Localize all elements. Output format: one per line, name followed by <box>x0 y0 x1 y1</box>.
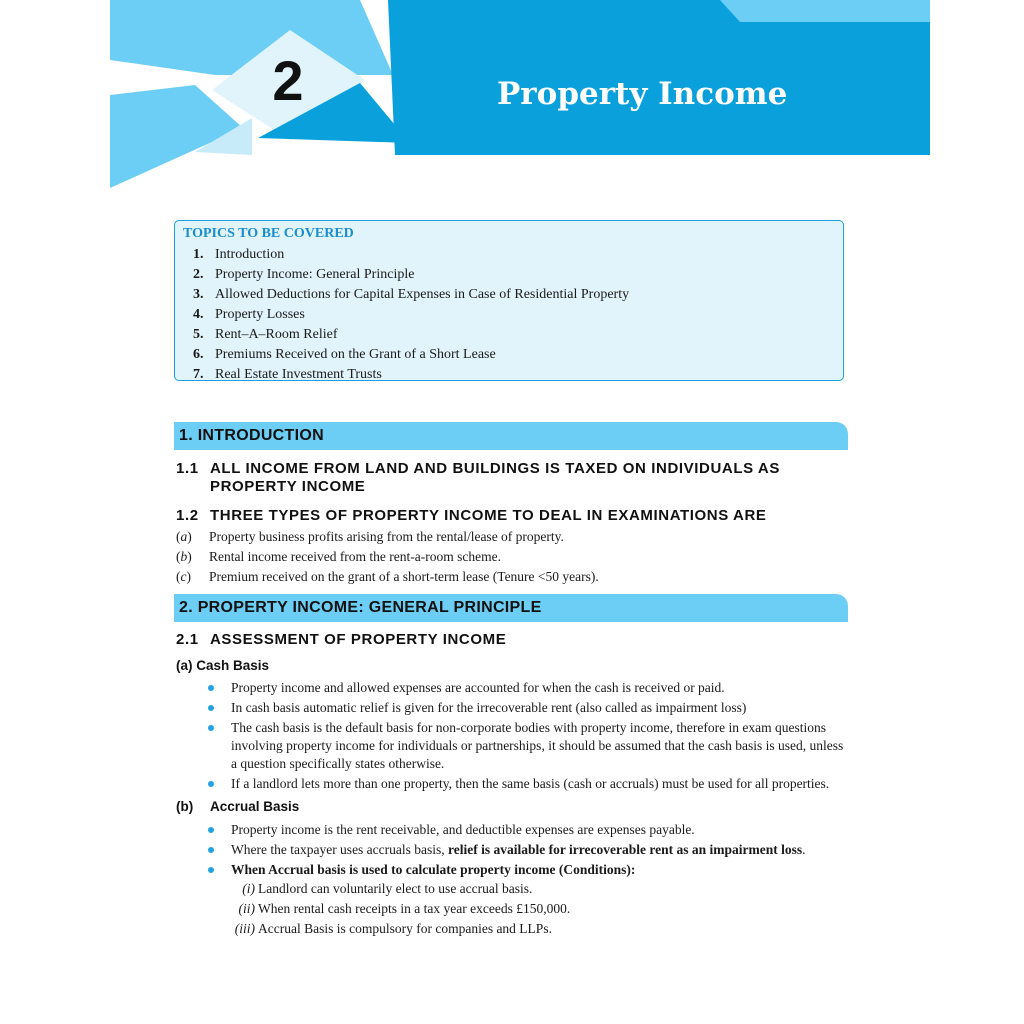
basis-marker: (b) <box>176 799 194 814</box>
subheading-1-2 <box>176 507 767 525</box>
topic-item <box>193 345 629 365</box>
item-marker: (ii) <box>238 901 255 916</box>
list-item <box>176 547 599 567</box>
bullet-icon <box>208 847 214 853</box>
subheading-text: THREE TYPES OF PROPERTY INCOME TO DEAL IN EXAMINATIONS ARE <box>210 507 767 524</box>
chapter-title: Property Income <box>497 76 788 112</box>
property-income-types-list <box>176 527 599 587</box>
topic-item <box>193 365 629 385</box>
cash-basis-bullets <box>208 679 850 795</box>
bullet-icon <box>208 685 214 691</box>
bullet-icon <box>208 725 214 731</box>
topic-number: 6. <box>193 347 204 362</box>
item-text: When rental cash receipts in a tax year exceeds £150,000. <box>258 901 571 916</box>
banner-shape-accent <box>720 0 930 22</box>
bullet-text-end: . <box>802 842 806 857</box>
topic-text: Rent–A–Room Relief <box>215 327 338 342</box>
bullet-text: Property income is the rent receivable, and deductible expenses are expenses payable. <box>231 822 695 837</box>
item-marker: (c) <box>176 569 191 584</box>
topic-number: 1. <box>193 247 204 262</box>
bullet-text: Property income and allowed expenses are accounted for when the cash is received or paid. <box>231 680 725 695</box>
bullet-item <box>208 775 850 793</box>
topics-title: TOPICS TO BE COVERED <box>183 226 354 241</box>
bullet-item <box>208 861 850 879</box>
topic-text: Allowed Deductions for Capital Expenses in Case of Residential Property <box>215 287 630 302</box>
subheading-text: ASSESSMENT OF PROPERTY INCOME <box>210 631 507 648</box>
subheading-1-1 <box>176 460 780 496</box>
topic-text: Property Income: General Principle <box>215 267 415 282</box>
section-heading-introduction: 1. INTRODUCTION <box>174 422 848 450</box>
list-item <box>176 567 599 587</box>
item-marker: (iii) <box>234 921 255 936</box>
accrual-conditions-list <box>222 879 570 939</box>
bullet-text: When Accrual basis is used to calculate property income (Conditions): <box>231 862 636 877</box>
bullet-icon <box>208 827 214 833</box>
topic-item <box>193 285 629 305</box>
topic-number: 5. <box>193 327 204 342</box>
condition-item <box>222 899 570 919</box>
topic-text: Real Estate Investment Trusts <box>215 367 382 382</box>
bullet-item <box>208 841 850 859</box>
bullet-icon <box>208 705 214 711</box>
topics-list <box>193 245 629 385</box>
topic-item <box>193 325 629 345</box>
condition-item <box>222 879 570 899</box>
item-text: Premium received on the grant of a short-term lease (Tenure <50 years). <box>209 569 599 584</box>
accrual-basis-bullets <box>208 821 850 881</box>
list-item <box>176 527 599 547</box>
item-marker: (i) <box>242 881 255 896</box>
bullet-icon <box>208 867 214 873</box>
topic-text: Premiums Received on the Grant of a Short Lease <box>215 347 496 362</box>
item-text: Property business profits arising from the rental/lease of property. <box>209 529 564 544</box>
bullet-text: If a landlord lets more than one property, then the same basis (cash or accruals) must be used for all properties. <box>231 776 830 791</box>
bullet-text: In cash basis automatic relief is given for the irrecoverable rent (also called as impairment loss) <box>231 700 747 715</box>
topic-item <box>193 305 629 325</box>
bullet-item <box>208 719 850 773</box>
cash-basis-heading: (a) Cash Basis <box>176 658 270 673</box>
subheading-number: 2.1 <box>176 631 199 648</box>
topics-box <box>174 220 844 381</box>
bullet-text-bold: relief is available for irrecoverable rent as an impairment loss <box>448 842 803 857</box>
bullet-text: Where the taxpayer uses accruals basis, <box>231 842 449 857</box>
topic-number: 7. <box>193 367 204 382</box>
item-text: Landlord can voluntarily elect to use accrual basis. <box>258 881 533 896</box>
subheading-2-1 <box>176 631 506 649</box>
item-text: Accrual Basis is compulsory for companies and LLPs. <box>258 921 552 936</box>
topic-number: 3. <box>193 287 204 302</box>
topic-text: Property Losses <box>215 307 305 322</box>
subheading-number: 1.1 <box>176 460 199 477</box>
subheading-text: ALL INCOME FROM LAND AND BUILDINGS IS TAXED ON INDIVIDUALS AS <box>210 460 780 477</box>
bullet-icon <box>208 781 214 787</box>
basis-title: Accrual Basis <box>210 799 300 814</box>
bullet-item <box>208 699 850 717</box>
bullet-item <box>208 679 850 697</box>
bullet-text: The cash basis is the default basis for non-corporate bodies with property income, therefore in exam questions involving property income for individuals or partnerships, it should be assumed that the cash basis is used, unless a question specifically states otherwise. <box>231 720 844 771</box>
item-marker: (b) <box>176 549 192 564</box>
item-text: Rental income received from the rent-a-room scheme. <box>209 549 501 564</box>
bullet-item <box>208 821 850 839</box>
subheading-text-cont: PROPERTY INCOME <box>210 478 366 495</box>
topic-text: Introduction <box>215 247 285 262</box>
condition-item <box>222 919 570 939</box>
topic-number: 4. <box>193 307 204 322</box>
item-marker: (a) <box>176 529 192 544</box>
subheading-number: 1.2 <box>176 507 199 524</box>
accrual-basis-heading <box>176 798 299 816</box>
section-heading-general-principle: 2. PROPERTY INCOME: GENERAL PRINCIPLE <box>174 594 848 622</box>
topic-item <box>193 265 629 285</box>
chapter-number: 2 <box>272 49 304 112</box>
topic-number: 2. <box>193 267 204 282</box>
topic-item <box>193 245 629 265</box>
